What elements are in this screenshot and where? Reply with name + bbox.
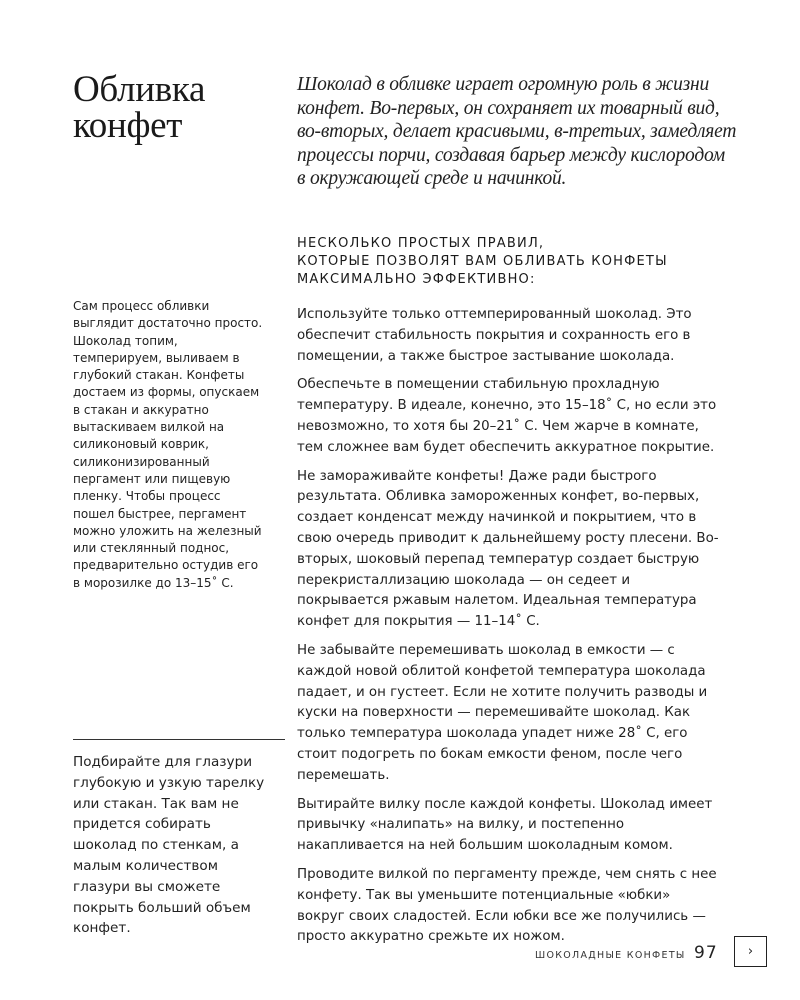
rules-heading-line-2: КОТОРЫЕ ПОЗВОЛЯТ ВАМ ОБЛИВАТЬ КОНФЕТЫ [297,254,668,269]
rule-paragraph: Проводите вилкой по пергаменту прежде, чем снять с нее конфету. Так вы уменьшите потенциальные «юбки» вокруг своих сладостей. Если юбки все же получились — просто аккуратно срежьте их ножом. [297,866,717,945]
rule-paragraph: Не замораживайте конфеты! Даже ради быстрого результата. Обливка замороженных конфет, во-первых, создает конденсат между начинкой и покрытием, что в свою очередь приводит к дальнейшему росту плесени. Во-вторых, шоковый перепад температур создает быструю перекристаллизацию шоколада — он седеет и покрывается ржавым налетом. Идеальная температура конфет для покрытия — 11–14˚ С. [297,468,719,630]
chevron-right-icon: › [747,944,754,959]
tip-note: Подбирайте для глазури глубокую и узкую тарелку или стакан. Так вам не придется собирать шоколад по стенкам, а малым количеством глазури вы сможете покрыть больший объем конфет. [73,754,265,937]
rules-heading-line-1: НЕСКОЛЬКО ПРОСТЫХ ПРАВИЛ, [297,236,545,251]
page-title [73,69,273,146]
rule-paragraph: Вытирайте вилку после каждой конфеты. Шоколад имеет привычку «налипать» на вилку, и постепенно накапливается на ней большим шоколадным комом. [297,796,713,854]
lead-paragraph: Шоколад в обливке играет огромную роль в жизни конфет. Во-первых, он сохраняет их товарный вид, во-вторых, делает красивыми, в-третьих, замедляет процессы порчи, создавая барьер между кислородом в окружающей среде и начинкой. [297,74,737,189]
side-note: Сам процесс обливки выглядит достаточно просто. Шоколад топим, темперируем, выливаем в глубокий стакан. Конфеты достаем из формы, опускаем в стакан и аккуратно вытаскиваем вилкой на силиконовый коврик, силиконизированный пергамент или пищевую пленку. Чтобы процесс пошел быстрее, пергамент можно уложить на железный или стеклянный поднос, предварительно остудив его в морозилке до 13–15˚ С. [73,299,263,590]
page-title-line-2: конфет [73,105,183,146]
rules-heading-line-3: МАКСИМАЛЬНО ЭФФЕКТИВНО: [297,272,536,287]
page-title-line-1: Обливка [73,69,206,110]
rules-heading [297,235,717,289]
rules-list [297,305,722,956]
rule-paragraph: Используйте только оттемперированный шоколад. Это обеспечит стабильность покрытия и сохранность его в помещении, а также быстрое застывание шоколада. [297,307,692,364]
page-number: 97 [694,943,718,963]
next-page-button[interactable] [734,936,767,967]
rule-paragraph: Обеспечьте в помещении стабильную прохладную температуру. В идеале, конечно, это 15–18˚ С, но если это невозможно, то хотя бы 20–21˚ С. Чем жарче в комнате, тем сложнее вам будет обеспечить аккуратное покрытие. [297,377,717,455]
rule-paragraph: Не забывайте перемешивать шоколад в емкости — с каждой новой облитой конфетой температура шоколада падает, и он густеет. Если не хотите получить разводы и куски на поверхности — перемешивайте шоколад. Как только температура шоколада упадет ниже 28˚ С, его стоит подогреть по бокам емкости феном, после чего перемешать. [297,642,708,783]
footer-section-title: ШОКОЛАДНЫЕ КОНФЕТЫ [535,950,686,961]
tip-divider [73,739,285,740]
